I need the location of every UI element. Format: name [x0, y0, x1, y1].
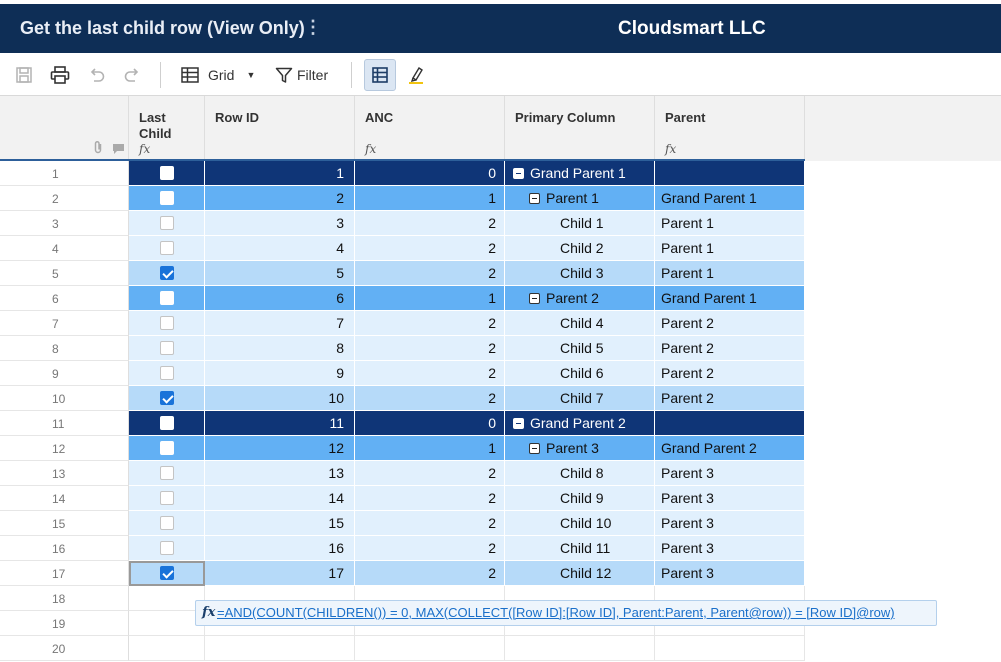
column-header-anc[interactable]	[355, 96, 505, 161]
row-number[interactable]: 3	[0, 211, 129, 236]
checkbox[interactable]	[160, 341, 174, 355]
row-number[interactable]: 11	[0, 411, 129, 436]
primary-text: Child 9	[560, 490, 604, 506]
table-row[interactable]	[0, 336, 805, 361]
column-header-parent[interactable]	[655, 96, 805, 161]
parent-cell[interactable]: Parent 1	[655, 236, 805, 261]
primary-cell[interactable]	[505, 211, 655, 236]
checkbox[interactable]	[160, 241, 174, 255]
parent-cell[interactable]: Parent 3	[655, 461, 805, 486]
parent-cell[interactable]: Parent 2	[655, 311, 805, 336]
collapse-icon[interactable]	[513, 168, 524, 179]
column-header-primary[interactable]	[505, 96, 655, 161]
checkbox[interactable]	[160, 541, 174, 555]
selected-cell-outline	[129, 561, 205, 586]
row-id-cell[interactable]: 11	[205, 411, 355, 436]
collapse-icon[interactable]	[529, 443, 540, 454]
anc-cell[interactable]: 2	[355, 336, 505, 361]
checkbox[interactable]	[160, 416, 174, 430]
primary-cell[interactable]	[505, 511, 655, 536]
grid-layout-button[interactable]	[364, 59, 396, 91]
row-id-cell[interactable]: 6	[205, 286, 355, 311]
last-child-cell[interactable]	[129, 211, 205, 236]
primary-text: Child 4	[560, 315, 604, 331]
toolbar-divider	[351, 62, 352, 88]
row-number[interactable]: 9	[0, 361, 129, 386]
filter-icon	[275, 67, 293, 84]
checkbox[interactable]	[160, 491, 174, 505]
checkbox[interactable]	[160, 291, 174, 305]
row-number[interactable]: 7	[0, 311, 129, 336]
last-child-cell[interactable]	[129, 336, 205, 361]
table-row[interactable]	[0, 436, 805, 461]
column-header-row-id[interactable]	[205, 96, 355, 161]
parent-cell[interactable]: Parent 2	[655, 336, 805, 361]
primary-cell[interactable]	[505, 411, 655, 436]
table-row[interactable]	[0, 261, 805, 286]
row-id-cell[interactable]: 13	[205, 461, 355, 486]
collapse-icon[interactable]	[529, 293, 540, 304]
formula-tooltip[interactable]	[195, 600, 937, 626]
parent-cell[interactable]: Parent 3	[655, 561, 805, 586]
row-id-cell[interactable]: 7	[205, 311, 355, 336]
checkbox[interactable]	[160, 466, 174, 480]
parent-cell[interactable]: Parent 3	[655, 511, 805, 536]
primary-cell[interactable]	[505, 361, 655, 386]
parent-cell[interactable]: Parent 2	[655, 386, 805, 411]
checkbox[interactable]	[160, 191, 174, 205]
print-icon[interactable]	[50, 63, 70, 87]
parent-cell[interactable]: Parent 1	[655, 211, 805, 236]
grid-view-icon	[181, 67, 199, 83]
row-number[interactable]: 5	[0, 261, 129, 286]
row-number[interactable]: 8	[0, 336, 129, 361]
primary-cell[interactable]	[505, 386, 655, 411]
company-name: Cloudsmart LLC	[618, 18, 766, 39]
last-child-cell[interactable]	[129, 361, 205, 386]
primary-text: Parent 2	[546, 290, 599, 306]
row-id-cell[interactable]: 2	[205, 186, 355, 211]
collapse-icon[interactable]	[529, 193, 540, 204]
sheet-title[interactable]: Get the last child row (View Only)	[20, 18, 305, 38]
last-child-cell[interactable]	[129, 261, 205, 286]
row-number[interactable]: 17	[0, 561, 129, 586]
anc-cell[interactable]	[355, 636, 505, 661]
table-row[interactable]	[0, 461, 805, 486]
row-id-cell[interactable]: 10	[205, 386, 355, 411]
row-number[interactable]: 15	[0, 511, 129, 536]
save-icon[interactable]	[15, 63, 33, 87]
table-row[interactable]	[0, 311, 805, 336]
column-formula-icon: fx	[665, 142, 677, 156]
checkbox[interactable]	[160, 391, 174, 405]
last-child-cell[interactable]	[129, 311, 205, 336]
parent-cell[interactable]: Grand Parent 2	[655, 436, 805, 461]
table-row[interactable]	[0, 211, 805, 236]
row-number[interactable]: 2	[0, 186, 129, 211]
row-id-cell[interactable]: 12	[205, 436, 355, 461]
toolbar-divider	[160, 62, 161, 88]
filter-button[interactable]	[275, 63, 328, 87]
primary-cell[interactable]	[505, 436, 655, 461]
row-id-cell[interactable]: 14	[205, 486, 355, 511]
primary-text: Grand Parent 1	[530, 165, 626, 181]
last-child-cell[interactable]	[129, 436, 205, 461]
row-id-cell[interactable]: 15	[205, 511, 355, 536]
sheet-menu-icon[interactable]: ⋮	[304, 17, 322, 37]
primary-cell[interactable]	[505, 461, 655, 486]
row-number[interactable]: 6	[0, 286, 129, 311]
parent-cell[interactable]: Grand Parent 1	[655, 186, 805, 211]
parent-cell[interactable]	[655, 161, 805, 186]
row-number[interactable]: 13	[0, 461, 129, 486]
primary-text: Parent 3	[546, 440, 599, 456]
primary-text: Parent 1	[546, 190, 599, 206]
last-child-cell[interactable]	[129, 486, 205, 511]
row-id-cell[interactable]: 1	[205, 161, 355, 186]
table-row[interactable]	[0, 286, 805, 311]
table-row[interactable]	[0, 561, 805, 586]
empty-row[interactable]	[0, 636, 805, 661]
last-child-cell[interactable]	[129, 511, 205, 536]
checkbox[interactable]	[160, 441, 174, 455]
table-row[interactable]	[0, 411, 805, 436]
primary-text: Child 8	[560, 465, 604, 481]
row-id-cell[interactable]: 3	[205, 211, 355, 236]
parent-cell[interactable]: Grand Parent 1	[655, 286, 805, 311]
row-number[interactable]: 4	[0, 236, 129, 261]
last-child-cell[interactable]	[129, 536, 205, 561]
row-id-cell[interactable]: 8	[205, 336, 355, 361]
primary-text: Grand Parent 2	[530, 415, 626, 431]
anc-cell[interactable]: 0	[355, 411, 505, 436]
row-id-cell[interactable]: 4	[205, 236, 355, 261]
primary-text: Child 5	[560, 340, 604, 356]
row-number[interactable]: 20	[0, 636, 129, 661]
anc-cell[interactable]: 2	[355, 386, 505, 411]
view-grid-button[interactable]	[181, 63, 255, 87]
primary-cell[interactable]	[505, 561, 655, 586]
undo-icon[interactable]	[88, 63, 106, 87]
primary-cell[interactable]	[505, 336, 655, 361]
anc-cell[interactable]: 2	[355, 536, 505, 561]
primary-cell[interactable]	[505, 311, 655, 336]
last-child-cell[interactable]	[129, 461, 205, 486]
view-label: Grid	[208, 67, 235, 83]
formula-text[interactable]: =AND(COUNT(CHILDREN()) = 0, MAX(COLLECT([Row ID]:[Row ID], Parent:Parent, Parent@row)) = [Row ID]@row)	[217, 605, 895, 620]
column-label: ANC	[365, 110, 394, 125]
column-formula-icon: fx	[139, 142, 151, 156]
redo-icon[interactable]	[123, 63, 141, 87]
last-child-cell[interactable]	[129, 236, 205, 261]
last-child-cell[interactable]	[129, 186, 205, 211]
checkbox[interactable]	[160, 516, 174, 530]
table-row[interactable]	[0, 236, 805, 261]
column-label: Last Child	[139, 110, 172, 141]
primary-cell[interactable]	[505, 486, 655, 511]
row-number[interactable]: 16	[0, 536, 129, 561]
primary-cell[interactable]	[505, 236, 655, 261]
table-icon	[372, 67, 388, 83]
anc-cell[interactable]: 0	[355, 161, 505, 186]
last-child-cell[interactable]	[129, 636, 205, 661]
last-child-cell[interactable]	[129, 386, 205, 411]
anc-cell[interactable]: 2	[355, 211, 505, 236]
last-child-cell[interactable]	[129, 611, 205, 636]
primary-text: Child 11	[560, 540, 611, 556]
row-id-cell[interactable]: 17	[205, 561, 355, 586]
parent-cell[interactable]	[655, 411, 805, 436]
primary-text: Child 6	[560, 365, 604, 381]
anc-cell[interactable]: 1	[355, 436, 505, 461]
parent-cell[interactable]	[655, 636, 805, 661]
table-row[interactable]	[0, 161, 805, 186]
anc-cell[interactable]: 1	[355, 186, 505, 211]
row-number[interactable]: 18	[0, 586, 129, 611]
primary-text: Child 1	[560, 215, 604, 231]
parent-cell[interactable]: Parent 3	[655, 536, 805, 561]
anc-cell[interactable]: 1	[355, 286, 505, 311]
last-child-cell[interactable]	[129, 411, 205, 436]
anc-cell[interactable]: 2	[355, 511, 505, 536]
formula-icon: fx	[202, 605, 216, 620]
column-formula-icon: fx	[365, 142, 377, 156]
checkbox[interactable]	[160, 366, 174, 380]
primary-text: Child 10	[560, 515, 612, 531]
anc-cell[interactable]: 2	[355, 361, 505, 386]
app-header	[0, 4, 1001, 53]
column-label: Parent	[665, 110, 706, 125]
primary-text: Child 12	[560, 565, 612, 581]
row-number[interactable]: 14	[0, 486, 129, 511]
highlight-changes-icon[interactable]	[407, 63, 425, 87]
table-row[interactable]	[0, 186, 805, 211]
attachment-icon[interactable]	[92, 140, 104, 159]
anc-cell[interactable]: 2	[355, 261, 505, 286]
checkbox[interactable]	[160, 266, 174, 280]
anc-cell[interactable]: 2	[355, 461, 505, 486]
primary-cell[interactable]	[505, 161, 655, 186]
comment-icon[interactable]	[112, 142, 125, 160]
checkbox[interactable]	[160, 216, 174, 230]
primary-cell[interactable]	[505, 536, 655, 561]
row-id-cell[interactable]: 9	[205, 361, 355, 386]
table-row[interactable]	[0, 536, 805, 561]
anc-cell[interactable]: 2	[355, 561, 505, 586]
primary-cell[interactable]	[505, 636, 655, 661]
collapse-icon[interactable]	[513, 418, 524, 429]
row-id-cell[interactable]: 5	[205, 261, 355, 286]
row-number[interactable]: 10	[0, 386, 129, 411]
primary-text: Child 7	[560, 390, 604, 406]
checkbox[interactable]	[160, 316, 174, 330]
sheet-grid	[0, 96, 1001, 656]
parent-cell[interactable]: Parent 1	[655, 261, 805, 286]
row-id-cell[interactable]: 16	[205, 536, 355, 561]
chevron-down-icon: ▼	[246, 70, 256, 80]
row-header-corner	[0, 96, 129, 161]
primary-text: Child 3	[560, 265, 604, 281]
primary-text: Child 2	[560, 240, 604, 256]
column-label: Row ID	[215, 110, 260, 125]
table-row[interactable]	[0, 486, 805, 511]
parent-cell[interactable]: Parent 2	[655, 361, 805, 386]
table-row[interactable]	[0, 386, 805, 411]
primary-cell[interactable]	[505, 186, 655, 211]
row-number[interactable]: 19	[0, 611, 129, 636]
primary-cell[interactable]	[505, 286, 655, 311]
row-number[interactable]: 12	[0, 436, 129, 461]
toolbar	[0, 53, 1001, 96]
anc-cell[interactable]: 2	[355, 486, 505, 511]
table-row[interactable]	[0, 511, 805, 536]
primary-cell[interactable]	[505, 261, 655, 286]
anc-cell[interactable]: 2	[355, 236, 505, 261]
parent-cell[interactable]: Parent 3	[655, 486, 805, 511]
column-label: Primary Column	[515, 110, 616, 125]
column-header-last-child[interactable]	[129, 96, 205, 161]
filter-label: Filter	[297, 67, 329, 83]
checkbox[interactable]	[160, 166, 174, 180]
row-id-cell[interactable]	[205, 636, 355, 661]
last-child-cell[interactable]	[129, 161, 205, 186]
last-child-cell[interactable]	[129, 586, 205, 611]
row-number[interactable]: 1	[0, 161, 129, 186]
table-row[interactable]	[0, 361, 805, 386]
last-child-cell[interactable]	[129, 286, 205, 311]
anc-cell[interactable]: 2	[355, 311, 505, 336]
